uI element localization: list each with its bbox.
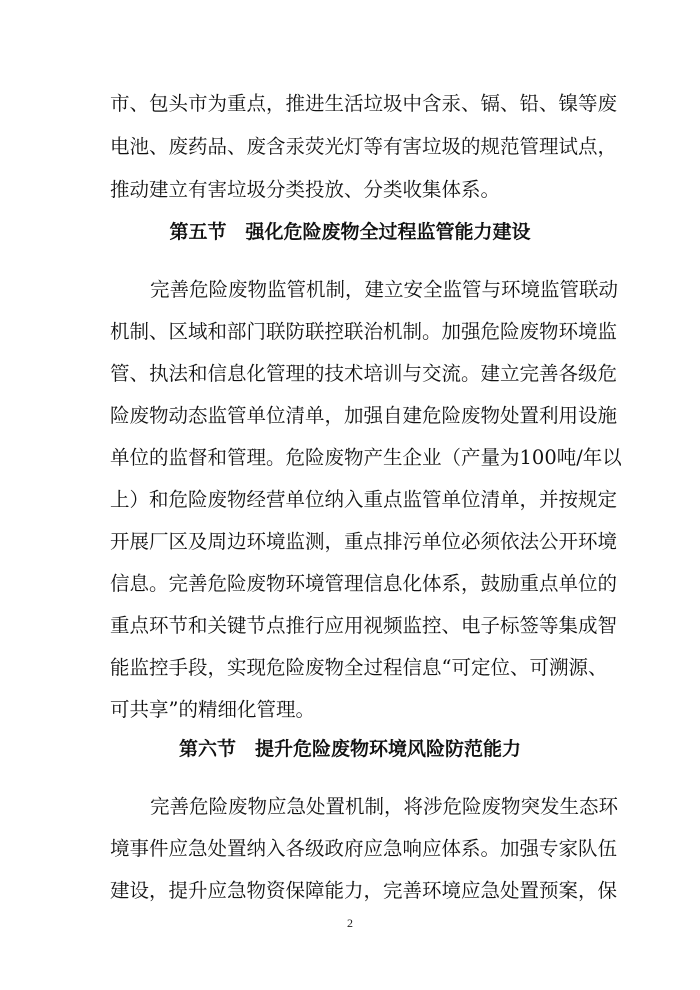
section-heading-5: 第五节 强化危险废物全过程监管能力建设 [169, 221, 531, 243]
paragraph-line: 单位的监督和管理。危险废物产生企业（产量为100吨/年以 [110, 446, 622, 469]
paragraph-line: 完善危险废物监管机制，建立安全监管与环境监管联动 [150, 278, 619, 301]
paragraph-line: 完善危险废物应急处置机制，将涉危险废物突发生态环 [150, 795, 619, 818]
paragraph-line: 市、包头市为重点，推进生活垃圾中含汞、镉、铅、镍等废 [110, 92, 618, 115]
paragraph-line: 重点环节和关键节点推行应用视频监控、电子标签等集成智 [110, 614, 618, 637]
paragraph-line: 机制、区域和部门联防联控联治机制。加强危险废物环境监 [110, 320, 618, 343]
paragraph-line: 境事件应急处置纳入各级政府应急响应体系。加强专家队伍 [110, 837, 618, 860]
paragraph-line: 开展厂区及周边环境监测，重点排污单位必须依法公开环境 [110, 530, 618, 553]
paragraph-line: 信息。完善危险废物环境管理信息化体系，鼓励重点单位的 [110, 572, 618, 595]
paragraph-line: 上）和危险废物经营单位纳入重点监管单位清单，并按规定 [110, 488, 618, 511]
paragraph-line: 电池、废药品、废含汞荧光灯等有害垃圾的规范管理试点， [110, 135, 618, 158]
paragraph-line: 可共享”的精细化管理。 [110, 698, 315, 721]
page-number: 2 [347, 916, 353, 930]
paragraph-line: 能监控手段，实现危险废物全过程信息“可定位、可溯源、 [110, 656, 608, 679]
section-heading-6: 第六节 提升危险废物环境风险防范能力 [178, 738, 521, 760]
paragraph-line: 推动建立有害垃圾分类投放、分类收集体系。 [110, 178, 501, 201]
paragraph-line: 险废物动态监管单位清单，加强自建危险废物处置利用设施 [110, 404, 618, 427]
paragraph-line: 管、执法和信息化管理的技术培训与交流。建立完善各级危 [110, 362, 618, 385]
paragraph-line: 建设，提升应急物资保障能力，完善环境应急处置预案，保 [110, 879, 618, 902]
